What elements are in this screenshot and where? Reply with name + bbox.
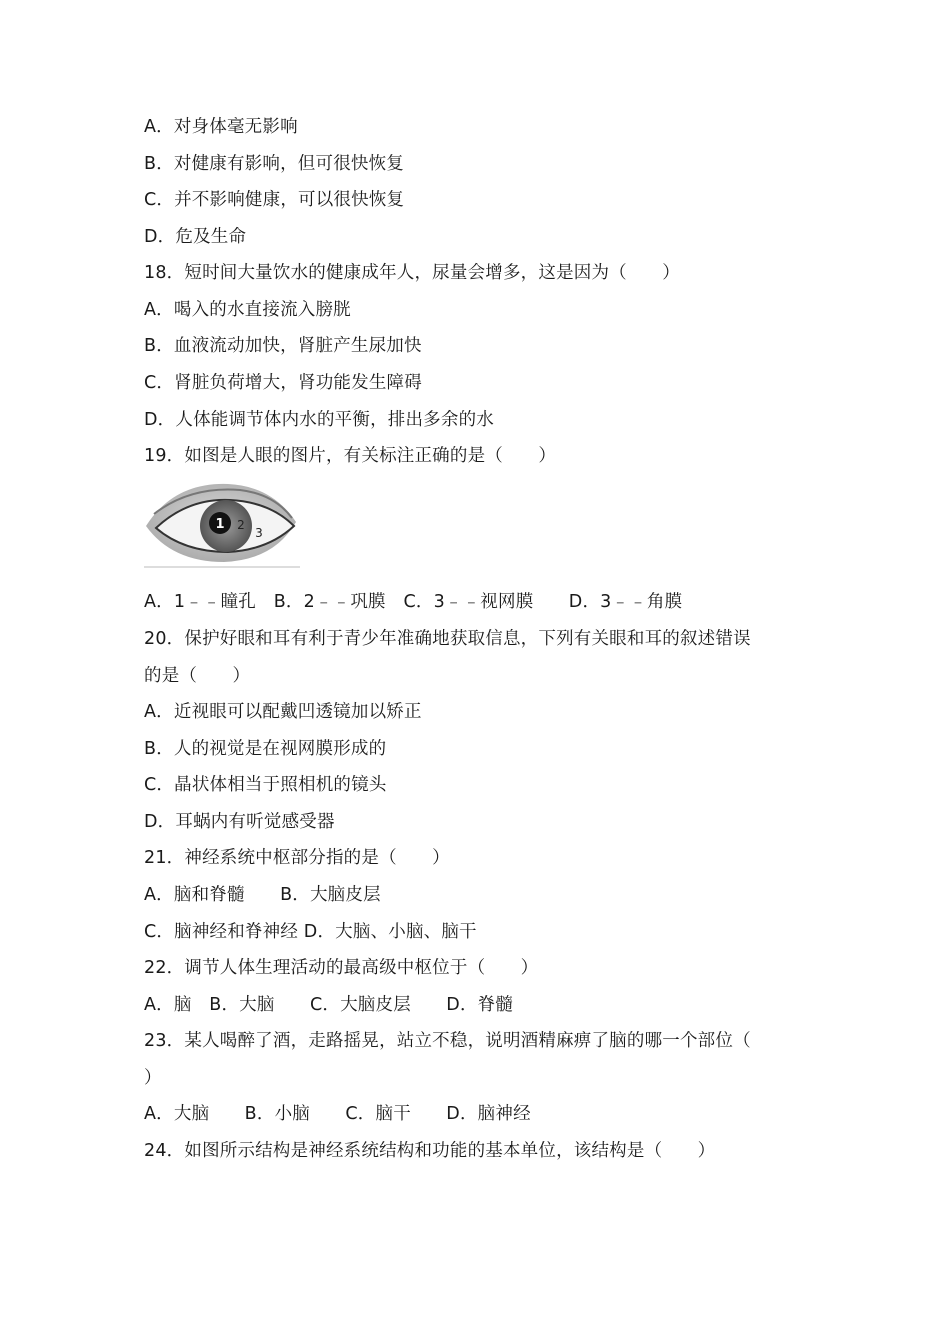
eye-label-1: 1 [215,517,225,532]
q20-stem-line2: 的是（ ） [144,666,251,686]
eye-figure [144,478,300,570]
q18-option-b: B．血液流动加快，肾脏产生尿加快 [144,336,422,356]
q17-option-a: A．对身体毫无影响 [144,117,298,137]
q17-option-b: B．对健康有影响，但可很快恢复 [144,154,405,174]
q18-option-c: C．肾脏负荷增大，肾功能发生障碍 [144,373,422,393]
q23-stem-line2: ） [144,1068,162,1088]
q22-options: A．脑 B．大脑 C．大脑皮层 D．脊髓 [144,995,514,1015]
q21-stem: 21．神经系统中枢部分指的是（ ） [144,848,450,868]
q17-option-d: D．危及生命 [144,227,247,247]
q20-option-c: C．晶状体相当于照相机的镜头 [144,775,387,795]
q21-options-cd: C．脑神经和脊神经 D．大脑、小脑、脑干 [144,922,477,942]
q21-options-ab: A．脑和脊髓 B．大脑皮层 [144,885,381,905]
q20-stem-line1: 20．保护好眼和耳有利于青少年准确地获取信息，下列有关眼和耳的叙述错误 [144,629,751,649]
q18-stem: 18．短时间大量饮水的健康成年人，尿量会增多，这是因为（ ） [144,263,680,283]
q23-options: A．大脑 B．小脑 C．脑干 D．脑神经 [144,1104,531,1124]
q18-option-a: A．喝入的水直接流入膀胱 [144,300,351,320]
q19-stem: 19．如图是人眼的图片，有关标注正确的是（ ） [144,446,557,466]
q19-options: A．1﹣﹣瞳孔 B．2﹣﹣巩膜 C．3﹣﹣视网膜 D．3﹣﹣角膜 [144,592,683,612]
q20-option-a: A．近视眼可以配戴凹透镜加以矫正 [144,702,422,722]
q18-option-d: D．人体能调节体内水的平衡，排出多余的水 [144,410,494,430]
q20-option-b: B．人的视觉是在视网膜形成的 [144,739,387,759]
q22-stem: 22．调节人体生理活动的最高级中枢位于（ ） [144,958,539,978]
eye-illustration [144,478,300,570]
eye-label-2: 2 [237,518,245,532]
q24-stem: 24．如图所示结构是神经系统结构和功能的基本单位，该结构是（ ） [144,1141,716,1161]
q23-stem-line1: 23．某人喝醉了酒，走路摇晃，站立不稳，说明酒精麻痹了脑的哪一个部位（ [144,1031,751,1051]
eye-label-3: 3 [255,526,263,540]
q17-option-c: C．并不影响健康，可以很快恢复 [144,190,405,210]
q20-option-d: D．耳蜗内有听觉感受器 [144,812,335,832]
